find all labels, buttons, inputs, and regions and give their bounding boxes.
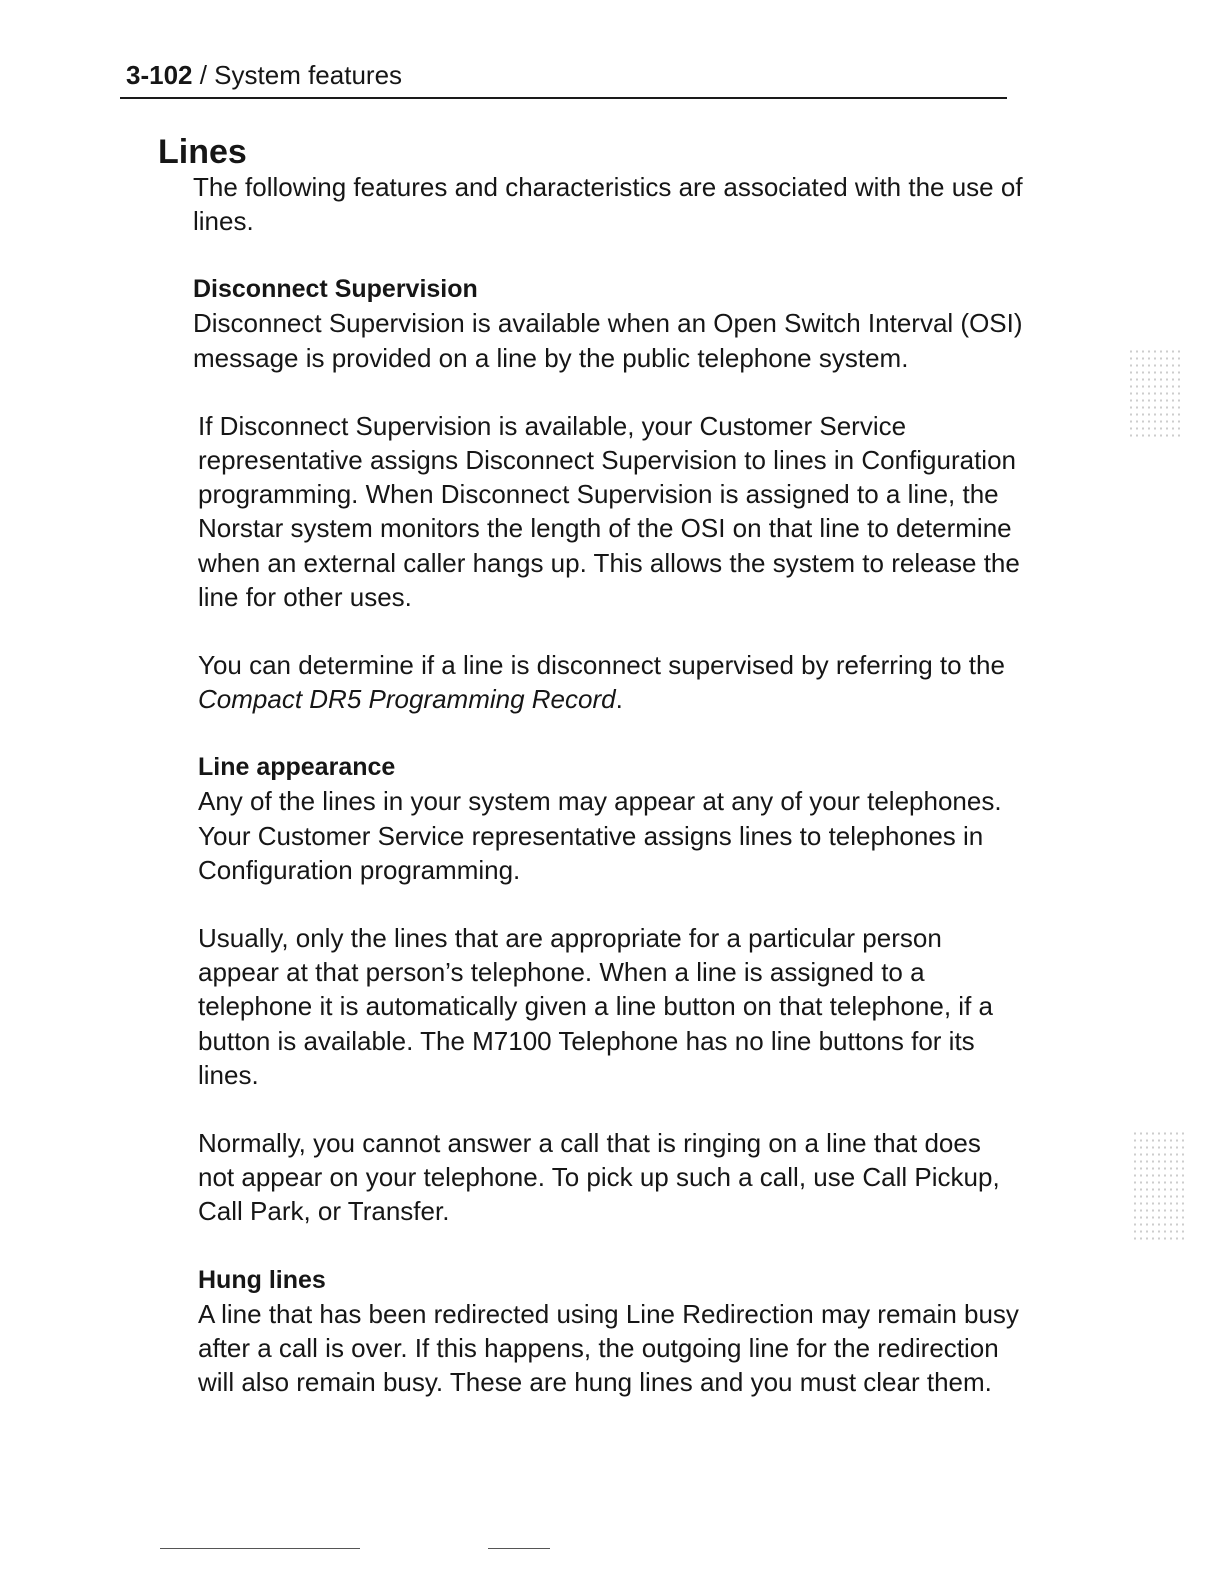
page-number: 3-102 (126, 60, 193, 90)
footer-rule (160, 1548, 360, 1549)
paragraph-block (193, 409, 1023, 614)
paragraph-block (193, 648, 1023, 716)
page-content (193, 170, 1023, 1399)
reference-text: You can determine if a line is disconnect supervised by referring to the (198, 650, 1005, 681)
page-header (126, 58, 1006, 92)
hung-lines-section (193, 1263, 1023, 1400)
paragraph: Any of the lines in your system may appear at any of your telephones. Your Customer Service representative assigns lines to telephones in Configuration programming. (198, 786, 1002, 885)
reference-paragraph (198, 648, 1023, 716)
line-appearance-section (193, 750, 1023, 887)
paragraph-block (193, 1126, 1023, 1229)
paragraph: If Disconnect Supervision is available, your Customer Service representative assigns Disconnect Supervision to lines in Configuration programming. When Disconnect Supervision is assigned to a line, the Norstar system monitors the length of the OSI on that line to determine when an external caller hangs up. This allows the system to release the line for other uses. (198, 410, 1020, 612)
reference-title: Compact DR5 Programming Record (198, 684, 616, 715)
section-title: Lines (158, 133, 247, 171)
intro-paragraph: The following features and characteristics are associated with the use of lines. (193, 172, 1023, 237)
paragraph-block (193, 921, 1023, 1092)
footer-rule (488, 1548, 550, 1549)
header-separator: / (192, 60, 215, 90)
subsection-heading: Line appearance (198, 753, 396, 782)
reference-end: . (615, 684, 623, 715)
header-section: System features (214, 60, 403, 90)
header-rule (120, 97, 1007, 99)
disconnect-supervision-section (193, 272, 1023, 374)
paragraph: Usually, only the lines that are appropriate for a particular person appear at that person’s telephone. When a line is assigned to a telephone it is automatically given a line button on that telephone, if a button is available. The M7100 Telephone has no line buttons for its lines. (198, 923, 993, 1090)
paragraph: A line that has been redirected using Line Redirection may remain busy after a call is over. If this happens, the outgoing line for the redirection will also remain busy. These are hung lines and you must clear them. (198, 1298, 1019, 1398)
paragraph: Disconnect Supervision is available when an Open Switch Interval (OSI) message is provided on a line by the public telephone system. (193, 308, 1023, 373)
subsection-heading: Disconnect Supervision (193, 275, 478, 304)
scan-speckle (1132, 1130, 1188, 1240)
scan-speckle (1128, 348, 1184, 438)
paragraph: Normally, you cannot answer a call that is ringing on a line that does not appear on your telephone. To pick up such a call, use Call Pickup, Call Park, or Transfer. (198, 1128, 1000, 1227)
subsection-heading: Hung lines (198, 1265, 326, 1294)
